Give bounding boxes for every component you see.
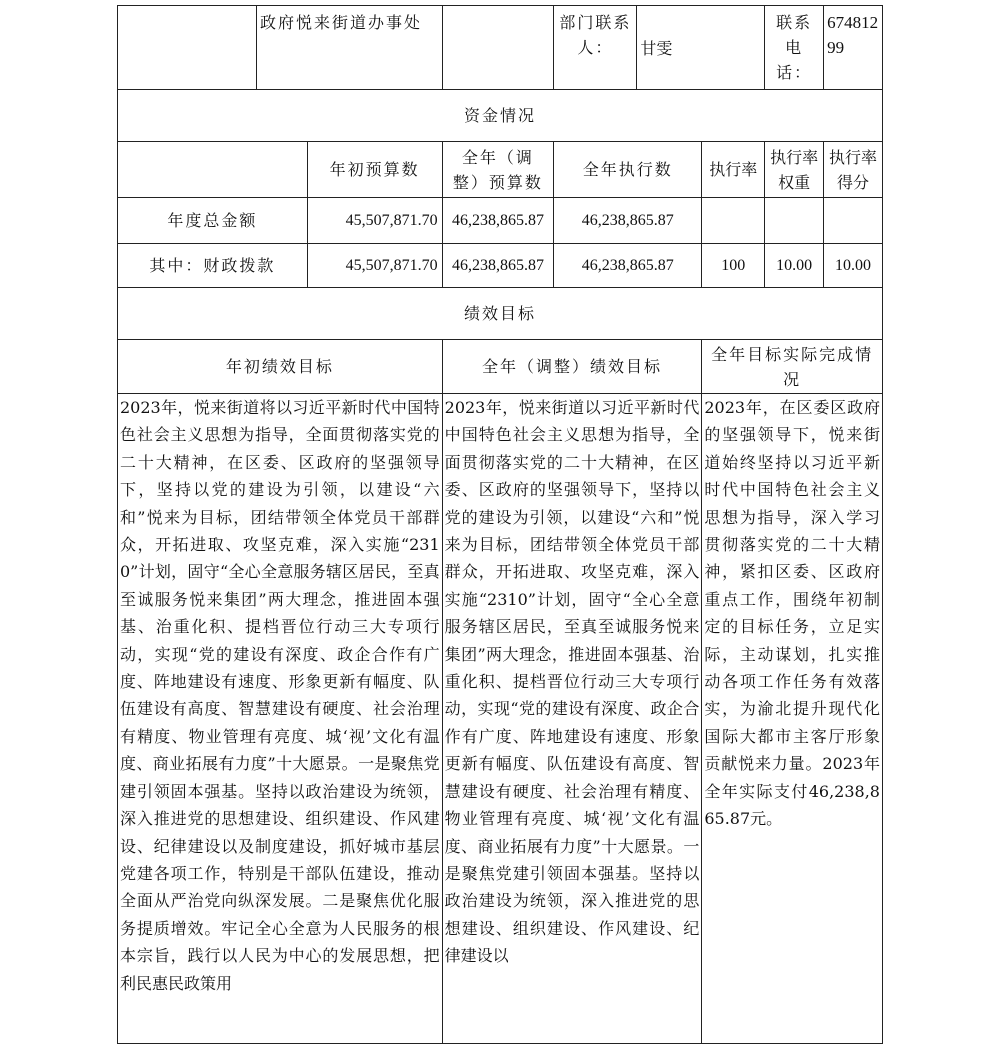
phone-label: 联系电话： [765,6,824,90]
initial-goal-text-cell [118,394,443,1044]
total-initial: 45,507,871.70 [307,198,442,244]
adjusted-goal-text: 2023年，悦来街道以习近平新时代中国特色社会主义思想为指导，全面贯彻落实党的二十大精神，在区委、区政府的坚强领导下，坚持以党的建设为引领，以建设“六和”悦来为目标，团结带领全体党员干部群众，开拓进取、攻坚克难，深入实施“2310”计划，固守“全心全意服务辖区居民，至真至诚服务悦来集团”两大理念，推进固本强基、治重化积、提档晋位行动三大专项行动，实现“党的建设有深度、政企合作有广度、阵地建设有速度、形象更新有幅度、队伍建设有高度、智慧建设有硬度、社会治理有精度、物业管理有亮度、城‘视’文化有温度、商业拓展有力度”十大愿景。一是聚焦党建引领固本强基。坚持以政治建设为统领，深入推进党的思想建设、组织建设、作风建设、纪律建设以 [444,398,700,966]
contact-label: 部门联系人： [554,6,637,90]
blank-cell [442,6,554,90]
fiscal-rate: 100 [702,244,765,288]
blank-cell [118,142,308,198]
phone-value: 67481299 [824,6,883,90]
actual-completion-text-cell [702,394,883,1044]
fiscal-adjusted: 46,238,865.87 [442,244,554,288]
col-adjusted-budget: 全年（调整）预算数 [442,142,554,198]
total-weight [765,198,824,244]
adjusted-goal-text-cell [442,394,702,1044]
fiscal-executed: 46,238,865.87 [554,244,702,288]
col-score: 执行率得分 [824,142,883,198]
initial-goal-text: 2023年，悦来街道将以习近平新时代中国特色社会主义思想为指导，全面贯彻落实党的二十大精神，在区委、区政府的坚强领导下，坚持以党的建设为引领，以建设“六和”悦来为目标，团结带领全体党员干部群众，开拓进取、攻坚克难，深入实施“2310”计划，固守“全心全意服务辖区居民，至真至诚服务悦来集团”两大理念，推进固本强基、治重化积、提档晋位行动三大专项行动，实现“党的建设有深度、政企合作有广度、阵地建设有速度、形象更新有幅度、队伍建设有高度、智慧建设有硬度、社会治理有精度、物业管理有亮度、城‘视’文化有温度、商业拓展有力度”十大愿景。一是聚焦党建引领固本强基。坚持以政治建设为统领，深入推进党的思想建设、组织建设、作风建设、纪律建设以及制度建设，抓好城市基层党建各项工作，特别是干部队伍建设，推动全面从严治党向纵深发展。二是聚焦优化服务提质增效。牢记全心全意为人民服务的根本宗旨，践行以人民为中心的发展思想，把利民惠民政策用 [120,398,440,993]
fiscal-weight: 10.00 [765,244,824,288]
fiscal-initial: 45,507,871.70 [307,244,442,288]
contact-name: 甘雯 [637,6,765,90]
col-weight: 执行率权重 [765,142,824,198]
goals-section-title: 绩效目标 [118,288,883,340]
total-executed: 46,238,865.87 [554,198,702,244]
actual-completion-text: 2023年，在区委区政府的坚强领导下，悦来街道始终坚持以习近平新时代中国特色社会主义思想为指导，深入学习贯彻落实党的二十大精神，紧扣区委、区政府重点工作，围绕年初制定的目标任务，立足实际，主动谋划，扎实推动各项工作任务有效落实，为渝北提升现代化国际大都市主客厅形象贡献悦来力量。2023年全年实际支付46,238,865.87元。 [704,398,880,829]
blank-cell [118,6,257,90]
col-initial-budget: 年初预算数 [307,142,442,198]
funds-section-title: 资金情况 [118,90,883,142]
col-initial-goal: 年初绩效目标 [118,340,443,394]
row-total-label: 年度总金额 [118,198,308,244]
performance-table [117,5,883,1044]
total-adjusted: 46,238,865.87 [442,198,554,244]
col-adjusted-goal: 全年（调整）绩效目标 [442,340,702,394]
unit-name: 政府悦来街道办事处 [256,6,442,90]
total-score [824,198,883,244]
total-rate [702,198,765,244]
row-fiscal-label: 其中：财政拨款 [118,244,308,288]
col-actual-completion: 全年目标实际完成情况 [702,340,883,394]
fiscal-score: 10.00 [824,244,883,288]
col-executed: 全年执行数 [554,142,702,198]
col-rate: 执行率 [702,142,765,198]
